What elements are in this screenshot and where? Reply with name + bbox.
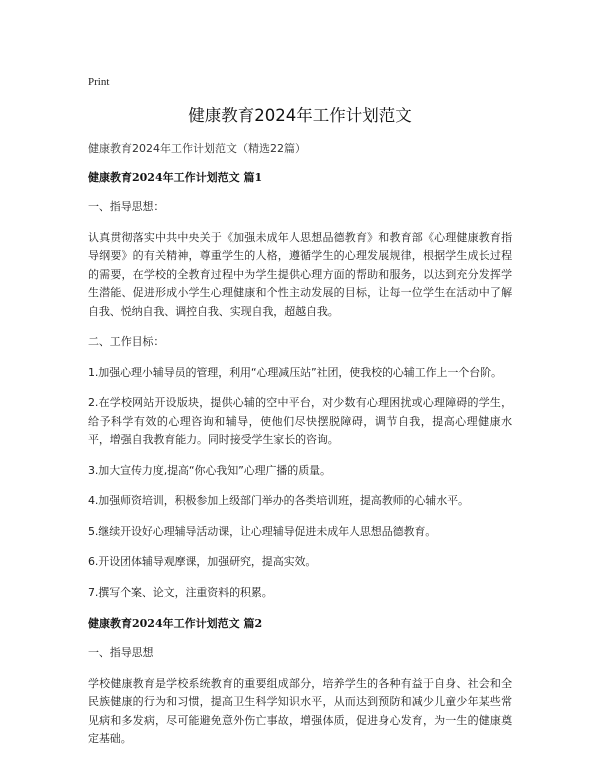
section-1-goal-item: 2.在学校网站开设版块，提供心辅的空中平台，对少数有心理困扰或心理障碍的学生，给予科学有效的心理咨询和辅导，使他们尽快摆脱障碍，调节自我，提高心理健康水平，增强自我教育能力。同时接受学生家长的咨询。: [88, 396, 512, 446]
document-title: 健康教育2024年工作计划范文: [188, 106, 412, 125]
section-1-goal-item: 6.开设团体辅导观摩课，加强研究，提高实效。: [88, 555, 317, 568]
section-1-goal-item: 3.加大宣传力度,提高“你心我知”心理广播的质量。: [88, 463, 331, 477]
section-1-goal-item: 5.继续开设好心理辅导活动课，让心理辅导促进未成年人思想品德教育。: [88, 524, 437, 538]
section-1-goal-item: 4.加强师资培训，积极参加上级部门举办的各类培训班，提高教师的心辅水平。: [88, 494, 469, 507]
section-1-goal-item: 1.加强心理小辅导员的管理，利用“心理减压站”社团，使我校的心辅工作上一个台阶。: [88, 365, 502, 379]
section-1-subheading-goals: 二、工作目标：: [88, 335, 165, 348]
section-1-subheading-guiding: 一、指导思想：: [88, 200, 165, 213]
section-1-paragraph: 认真贯彻落实中共中央关于《加强未成年人思想品德教育》和教育部《心理健康教育指导纲要》的有关精神，尊重学生的人格，遵循学生的心理发展规律，根据学生成长过程的需要，在学校的全教育过程中为学生提供心理方面的帮助和服务，以达到充分发挥学生潜能、促进形成小学生心理健康和个性主动发展的目标，让每一位学生在活动中了解自我、悦纳自我、调控自我、实现自我，超越自我。: [88, 230, 512, 318]
document-subtitle: 健康教育2024年工作计划范文（精选22篇）: [88, 142, 306, 155]
section-heading-1: 健康教育2024年工作计划范文 篇1: [88, 171, 263, 184]
section-1-goal-item: 7.撰写个案、论文，注重资料的积累。: [88, 585, 273, 599]
section-2-subheading-guiding: 一、指导思想: [88, 646, 154, 659]
section-2-paragraph: 学校健康教育是学校系统教育的重要组成部分，培养学生的各种有益于自身、社会和全民族健康的行为和习惯，提高卫生科学知识水平，从而达到预防和减少儿童少年某些常见病和多发病，尽可能避免意外伤亡事故，增强体质，促进身心发育，为一生的健康奠定基础。: [88, 676, 512, 745]
print-link[interactable]: Print: [88, 76, 110, 88]
section-heading-2: 健康教育2024年工作计划范文 篇2: [88, 617, 263, 630]
